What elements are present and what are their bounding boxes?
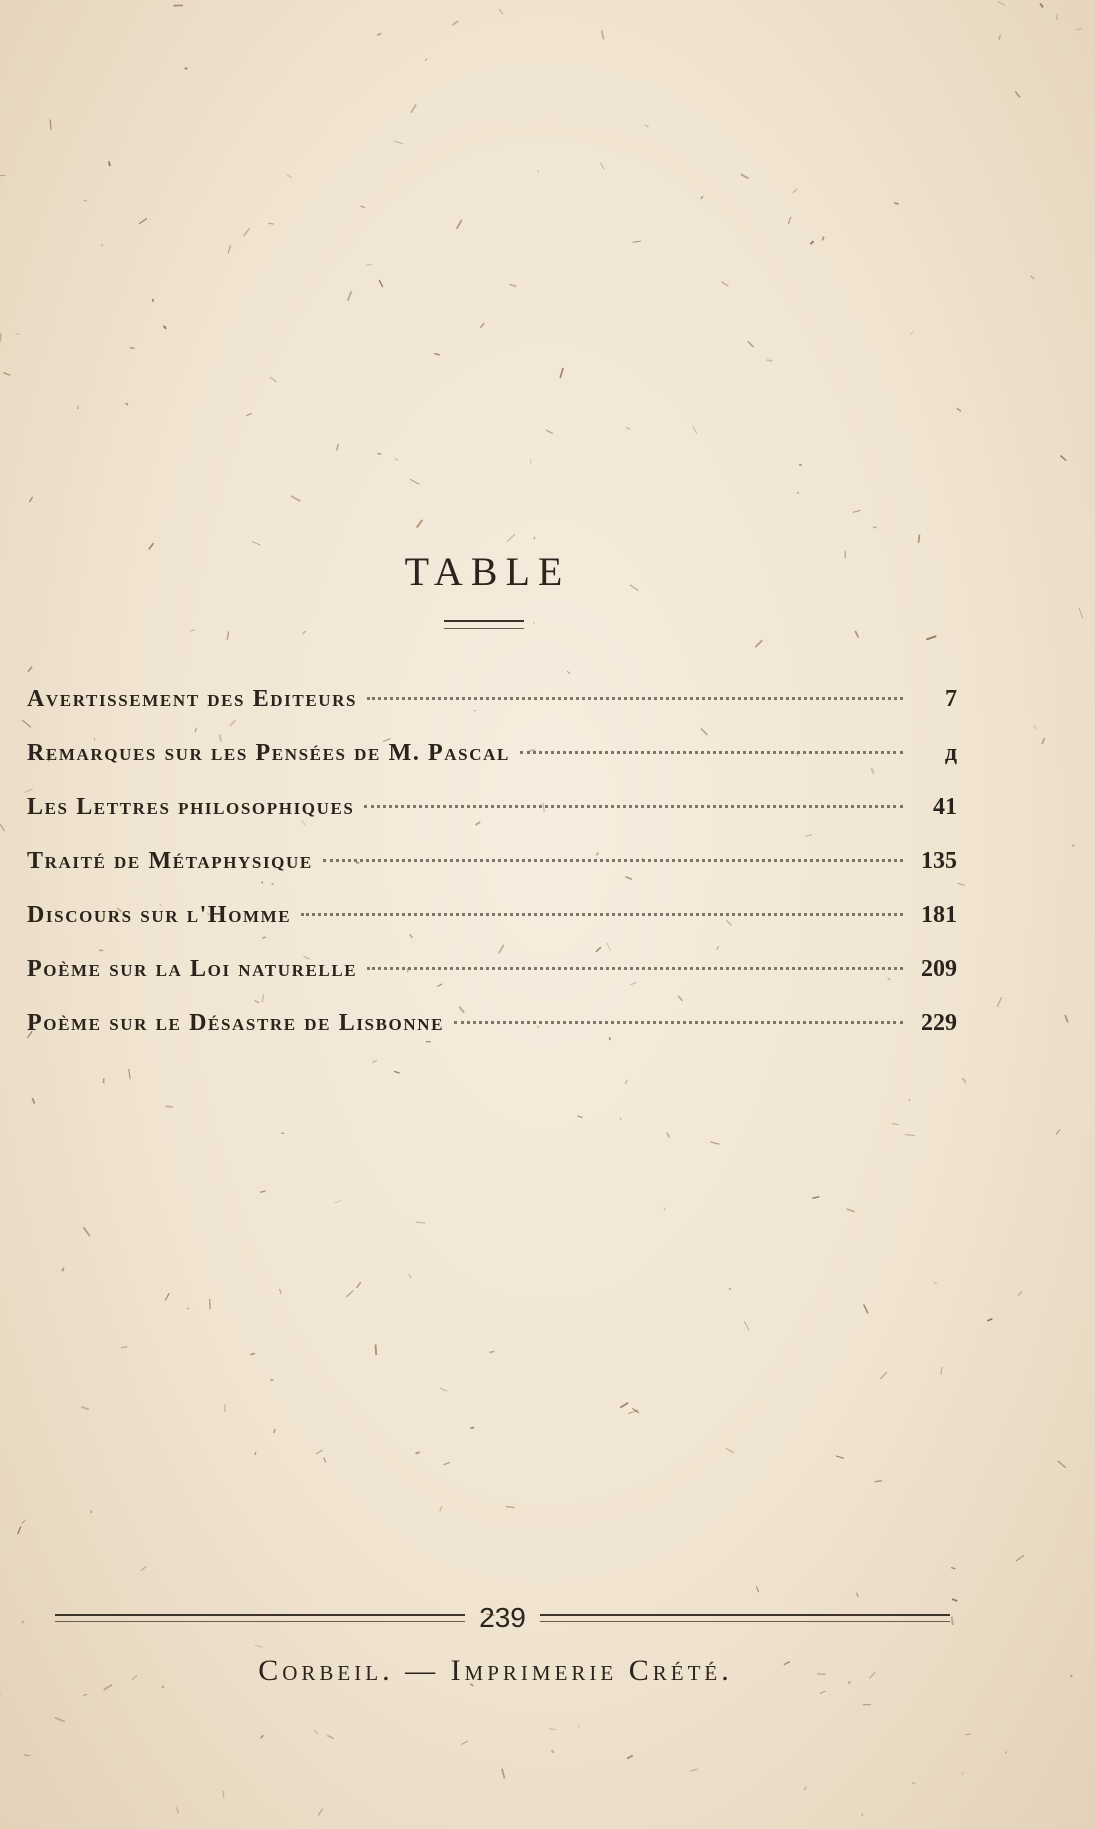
paper-speck	[1065, 1015, 1068, 1022]
paper-speck	[1030, 276, 1034, 279]
paper-speck	[507, 534, 515, 541]
paper-speck	[83, 1227, 89, 1236]
paper-speck	[799, 465, 802, 466]
paper-speck	[958, 883, 965, 885]
paper-speck	[578, 1725, 579, 1728]
toc-entry-page: 135	[921, 848, 957, 874]
paper-speck	[316, 1450, 323, 1454]
paper-speck	[820, 1691, 826, 1694]
title-rule	[444, 620, 524, 629]
paper-speck	[962, 1772, 963, 1775]
paper-speck	[376, 1344, 377, 1355]
paper-speck	[129, 1069, 131, 1080]
toc-entry-label: Traité de Métaphysique	[27, 848, 313, 874]
dot-leader	[367, 697, 903, 700]
toc-entry	[27, 902, 957, 956]
paper-speck	[577, 1116, 582, 1117]
paper-speck	[909, 1099, 910, 1101]
paper-speck	[602, 31, 604, 40]
paper-speck	[729, 1289, 731, 1290]
paper-speck	[471, 1427, 474, 1428]
paper-speck	[1058, 1461, 1066, 1468]
paper-speck	[1035, 725, 1036, 729]
paper-speck	[894, 203, 899, 204]
paper-speck	[126, 403, 128, 405]
paper-speck	[552, 1750, 554, 1753]
paper-speck	[394, 1071, 400, 1073]
paper-speck	[394, 141, 404, 144]
page-number-line	[55, 1598, 950, 1638]
toc-entry	[27, 794, 957, 848]
paper-speck	[377, 33, 381, 35]
paper-speck	[756, 1587, 758, 1592]
paper-speck	[335, 1201, 341, 1203]
paper-speck	[62, 1268, 63, 1271]
toc-entry	[27, 740, 957, 794]
paper-speck	[0, 175, 6, 176]
paper-speck	[274, 1429, 276, 1433]
toc-entry-page: 41	[933, 794, 957, 820]
toc-entry-label: Discours sur l'Homme	[27, 902, 292, 928]
paper-speck	[962, 1078, 966, 1082]
paper-speck	[510, 284, 517, 286]
paper-speck	[318, 1809, 323, 1816]
paper-speck	[250, 1353, 255, 1354]
paper-speck	[626, 427, 630, 429]
paper-speck	[270, 377, 277, 382]
paper-speck	[32, 1098, 34, 1104]
paper-speck	[252, 541, 260, 545]
paper-speck	[741, 174, 749, 178]
paper-speck	[957, 408, 961, 411]
paper-speck	[55, 1718, 65, 1722]
paper-speck	[377, 453, 381, 454]
paper-speck	[255, 1452, 256, 1455]
paper-speck	[187, 1308, 189, 1309]
paper-speck	[905, 1135, 915, 1136]
paper-speck	[22, 1520, 26, 1523]
paper-speck	[625, 1080, 627, 1085]
paper-speck	[227, 632, 229, 640]
paper-speck	[440, 1388, 447, 1391]
toc-entry	[27, 1010, 957, 1064]
paper-speck	[1079, 608, 1083, 618]
paper-speck	[379, 280, 383, 287]
paper-speck	[919, 535, 920, 543]
paper-speck	[999, 35, 1001, 39]
paper-speck	[619, 1118, 621, 1120]
paper-speck	[417, 520, 423, 528]
paper-speck	[880, 1372, 887, 1379]
folio-rule-right	[540, 1614, 950, 1622]
paper-speck	[721, 282, 728, 286]
paper-speck	[324, 1458, 326, 1463]
toc-entry-page: 209	[921, 956, 957, 982]
paper-speck	[805, 1787, 807, 1790]
paper-speck	[1072, 845, 1074, 846]
paper-speck	[1070, 1675, 1072, 1677]
paper-speck	[0, 333, 1, 342]
paper-speck	[357, 1282, 361, 1288]
paper-speck	[998, 2, 1004, 5]
paper-speck	[546, 430, 553, 434]
paper-speck	[261, 1735, 264, 1738]
dot-leader	[520, 751, 903, 754]
folio-rule-left	[55, 1614, 465, 1622]
paper-speck	[892, 1124, 899, 1125]
paper-speck	[83, 200, 87, 201]
paper-speck	[153, 299, 154, 302]
paper-speck	[164, 326, 166, 329]
paper-speck	[506, 1506, 515, 1507]
paper-speck	[141, 1567, 146, 1571]
paper-speck	[793, 189, 797, 193]
paper-speck	[966, 1734, 971, 1735]
paper-speck	[291, 496, 301, 501]
dot-leader	[454, 1021, 903, 1024]
paper-speck	[1040, 3, 1043, 7]
toc-entry-page: 181	[921, 902, 957, 928]
paper-speck	[109, 161, 110, 166]
paper-speck	[3, 373, 10, 376]
paper-speck	[416, 1222, 425, 1223]
paper-speck	[911, 332, 914, 334]
paper-speck	[875, 1481, 882, 1482]
dot-leader	[301, 913, 903, 916]
paper-speck	[952, 1617, 953, 1625]
paper-speck	[941, 1367, 942, 1375]
paper-speck	[633, 241, 641, 242]
paper-speck	[260, 1191, 265, 1192]
paper-speck	[337, 444, 338, 451]
paper-speck	[165, 1293, 169, 1300]
toc-entry-label: Poème sur le Désastre de Lisbonne	[27, 1010, 445, 1036]
toc-entry-label: Remarques sur les Pensées de M. Pascal	[27, 740, 510, 766]
paper-speck	[1005, 1751, 1007, 1753]
paper-speck	[499, 9, 503, 14]
paper-speck	[29, 497, 32, 502]
paper-speck	[987, 1319, 992, 1321]
paper-speck	[223, 1791, 224, 1799]
paper-speck	[755, 640, 762, 647]
paper-speck	[744, 1321, 749, 1330]
paper-speck	[822, 237, 823, 241]
paper-speck	[855, 631, 858, 638]
printer-imprint: Corbeil. — Imprimerie Crété.	[258, 1654, 733, 1687]
paper-speck	[269, 223, 274, 224]
paper-speck	[228, 245, 230, 253]
paper-speck	[28, 666, 32, 671]
paper-speck	[567, 671, 570, 674]
paper-speck	[255, 1645, 263, 1647]
dot-leader	[364, 805, 903, 808]
paper-speck	[1057, 14, 1058, 20]
paper-speck	[50, 120, 51, 131]
paper-speck	[853, 510, 861, 512]
toc-entry-page: 7	[945, 686, 957, 712]
paper-speck	[797, 492, 799, 493]
page-number: 239	[479, 1602, 526, 1633]
paper-speck	[926, 636, 936, 639]
paper-speck	[952, 1599, 957, 1601]
paper-speck	[1056, 1130, 1060, 1135]
paper-speck	[810, 241, 813, 244]
paper-speck	[560, 368, 563, 378]
paper-speck	[864, 1304, 868, 1313]
paper-speck	[327, 1735, 334, 1738]
paper-speck	[452, 21, 458, 25]
paper-speck	[411, 104, 416, 113]
paper-speck	[667, 1133, 670, 1138]
toc-entry	[27, 686, 957, 740]
paper-speck	[461, 1741, 467, 1744]
paper-speck	[549, 1729, 557, 1730]
paper-speck	[620, 1403, 628, 1408]
toc-entry-page: 229	[921, 1010, 957, 1036]
paper-speck	[348, 291, 352, 301]
paper-speck	[101, 245, 102, 247]
paper-speck	[690, 1769, 698, 1771]
paper-speck	[692, 425, 696, 433]
paper-speck	[121, 1347, 127, 1348]
paper-speck	[489, 1351, 494, 1352]
paper-speck	[701, 196, 703, 199]
paper-speck	[83, 1694, 87, 1695]
paper-speck	[22, 1621, 23, 1623]
paper-speck	[434, 354, 440, 355]
paper-speck	[766, 360, 772, 361]
paper-speck	[1015, 92, 1020, 98]
page-title: TABLE	[404, 549, 571, 594]
paper-speck	[645, 125, 649, 127]
paper-speck	[856, 1593, 858, 1597]
paper-speck	[847, 1209, 855, 1212]
toc-entry-label: Avertissement des Editeurs	[27, 686, 358, 712]
paper-speck	[788, 217, 791, 224]
paper-speck	[18, 1526, 21, 1534]
paper-speck	[1042, 738, 1045, 744]
paper-speck	[601, 163, 605, 170]
paper-speck	[748, 341, 754, 346]
paper-speck	[710, 1142, 719, 1144]
paper-speck	[190, 630, 195, 632]
paper-speck	[81, 1407, 89, 1410]
table-of-contents	[27, 686, 957, 1064]
paper-speck	[166, 1106, 173, 1107]
toc-entry-label: Poème sur la Loi naturelle	[27, 956, 358, 982]
paper-speck	[440, 1506, 442, 1511]
paper-speck	[346, 1291, 353, 1297]
paper-speck	[416, 1452, 420, 1453]
paper-speck	[1076, 29, 1082, 30]
paper-speck	[246, 413, 251, 415]
paper-speck	[314, 1730, 317, 1734]
paper-speck	[279, 1289, 281, 1294]
dot-leader	[367, 967, 903, 970]
paper-speck	[502, 1769, 505, 1779]
paper-speck	[303, 631, 306, 634]
toc-entry	[27, 956, 957, 1010]
paper-speck	[287, 175, 292, 178]
paper-speck	[409, 1274, 412, 1279]
paper-speck	[444, 1462, 450, 1464]
paper-speck	[951, 1567, 955, 1569]
paper-speck	[457, 220, 462, 229]
paper-speck	[410, 479, 419, 484]
paper-speck	[1018, 1291, 1022, 1296]
paper-speck	[997, 997, 1001, 1007]
paper-speck	[1016, 1555, 1024, 1561]
paper-speck	[91, 1511, 92, 1514]
toc-entry	[27, 848, 957, 902]
paper-speck	[210, 1299, 211, 1309]
paper-speck	[0, 824, 5, 831]
paper-speck	[627, 1755, 633, 1758]
paper-speck	[130, 347, 135, 348]
paper-speck	[726, 1448, 734, 1452]
paper-speck	[425, 58, 427, 60]
paper-speck	[395, 458, 399, 460]
paper-speck	[139, 218, 147, 223]
paper-speck	[534, 537, 535, 539]
paper-speck	[480, 323, 484, 328]
toc-entry-page: д	[944, 740, 957, 766]
toc-entry-label: Les Lettres philosophiques	[27, 794, 355, 820]
paper-speck	[176, 1807, 178, 1813]
paper-speck	[1060, 456, 1066, 461]
paper-speck	[360, 206, 365, 208]
paper-speck	[664, 1208, 665, 1211]
dot-leader	[323, 859, 903, 862]
paper-speck	[836, 1456, 844, 1458]
paper-speck	[24, 1755, 31, 1756]
paper-speck	[912, 1783, 915, 1784]
paper-speck	[812, 1197, 819, 1199]
paper-speck	[366, 265, 373, 266]
paper-speck	[243, 228, 249, 236]
paper-speck	[533, 622, 535, 624]
